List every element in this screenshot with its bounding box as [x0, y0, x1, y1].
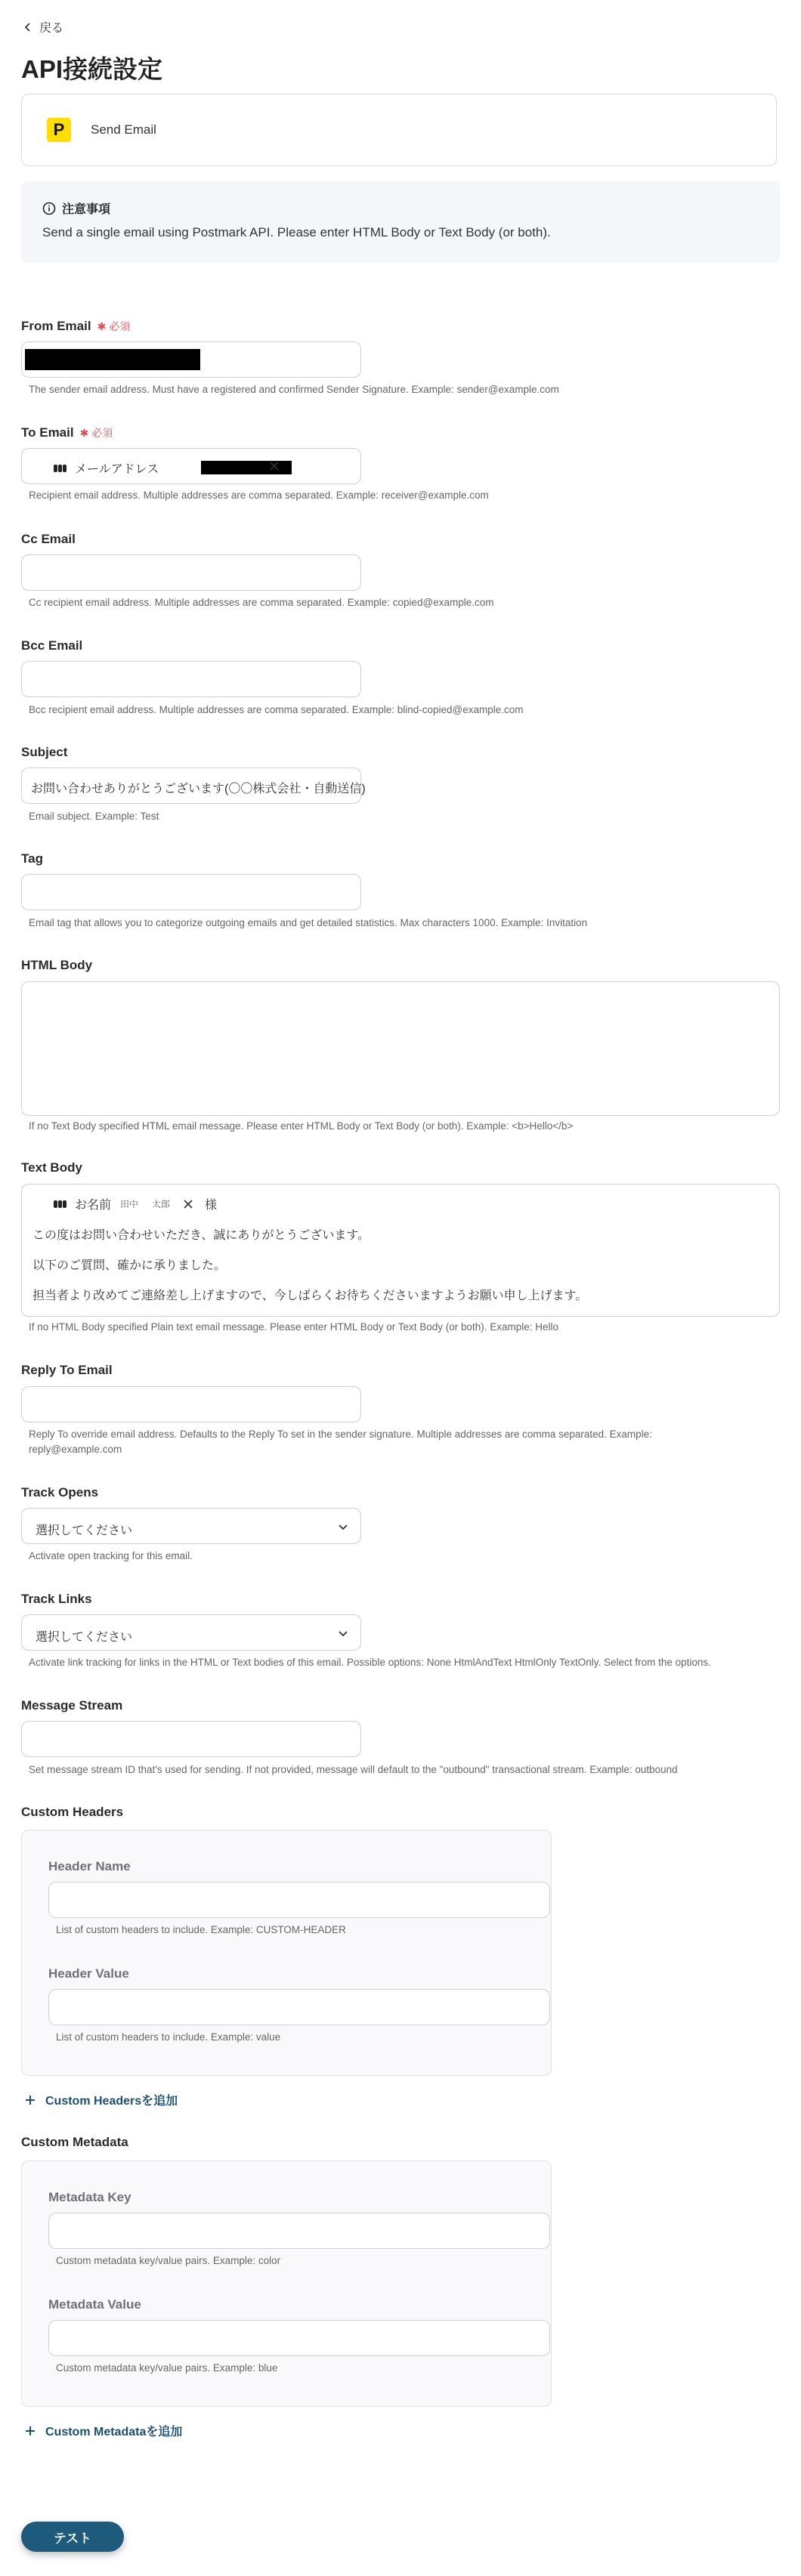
- bcc-email-help: Bcc recipient email address. Multiple addresses are comma separated. Example: blind-copied@example.com: [29, 704, 524, 715]
- header-name-input[interactable]: [48, 1882, 550, 1918]
- metadata-key-label: Metadata Key: [48, 2190, 131, 2204]
- subject-input[interactable]: [21, 768, 366, 804]
- chevron-down-icon: [338, 1524, 348, 1531]
- html-body-help: If no Text Body specified HTML email message. Please enter HTML Body or Text Body (or both). Example: <b>Hello</b>: [29, 1120, 574, 1132]
- variable-chip[interactable]: [52, 1195, 217, 1212]
- reply-to-input[interactable]: [21, 1386, 361, 1422]
- reply-to-help-example: reply@example.com: [29, 1444, 122, 1455]
- close-icon[interactable]: [182, 1198, 194, 1210]
- back-label: 戻る: [39, 22, 64, 35]
- notice-text: Send a single email using Postmark API. Please enter HTML Body or Text Body (or both).: [42, 225, 551, 239]
- close-icon[interactable]: [268, 460, 280, 472]
- info-icon: [42, 202, 56, 215]
- plus-icon: [24, 2425, 36, 2437]
- header-value-help: List of custom headers to include. Example: value: [56, 2031, 281, 2043]
- from-email-label: From Email ✱ 必須: [21, 319, 131, 333]
- header-name-help: List of custom headers to include. Example: CUSTOM-HEADER: [56, 1924, 346, 1935]
- header-name-label: Header Name: [48, 1859, 131, 1873]
- track-links-label: Track Links: [21, 1592, 92, 1606]
- text-body-line: 以下のご質問、確かに承りました。: [32, 1259, 227, 1272]
- track-links-help: Activate link tracking for links in the HTML or Text bodies of this email. Possible options: None HtmlAndText HtmlOnly TextOnly. Select from the options.: [29, 1657, 711, 1668]
- page-title: API接続設定: [21, 55, 163, 83]
- to-email-help: Recipient email address. Multiple addresses are comma separated. Example: receiver@example.com: [29, 490, 489, 501]
- notice-box: [21, 181, 780, 263]
- header-value-input[interactable]: [48, 1989, 550, 2025]
- text-body-line: 担当者より改めてご連絡差し上げますので、今しばらくお待ちくださいますようお願い申し上げます。: [32, 1290, 588, 1302]
- from-email-help: The sender email address. Must have a registered and confirmed Sender Signature. Example: sender@example.com: [29, 384, 559, 395]
- variable-icon: [52, 1199, 69, 1209]
- app-action-name: Send Email: [91, 122, 156, 137]
- subject-label: Subject: [21, 745, 68, 759]
- custom-metadata-label: Custom Metadata: [21, 2135, 128, 2149]
- track-links-select[interactable]: [21, 1614, 361, 1651]
- required-badge: ✱ 必須: [97, 320, 131, 332]
- subject-help: Email subject. Example: Test: [29, 811, 159, 822]
- add-custom-metadata-label: Custom Metadataを追加: [45, 2426, 183, 2439]
- track-opens-help: Activate open tracking for this email.: [29, 1550, 193, 1561]
- text-body-textarea[interactable]: [21, 1184, 780, 1317]
- reply-to-help: Reply To override email address. Defaults to the Reply To set in the sender signature. Multiple addresses are comma separated. Example:: [29, 1429, 652, 1440]
- back-link[interactable]: [23, 18, 63, 36]
- chip-label: メールアドレス: [75, 463, 159, 476]
- chevron-down-icon: [338, 1630, 348, 1638]
- metadata-value-help: Custom metadata key/value pairs. Example: blue: [56, 2362, 278, 2374]
- custom-headers-label: Custom Headers: [21, 1805, 124, 1819]
- bcc-email-label: Bcc Email: [21, 638, 83, 653]
- cc-email-help: Cc recipient email address. Multiple addresses are comma separated. Example: copied@example.com: [29, 597, 494, 608]
- required-badge: ✱ 必須: [79, 427, 113, 439]
- tag-label: Tag: [21, 851, 43, 866]
- header-value-label: Header Value: [48, 1966, 129, 1981]
- html-body-textarea[interactable]: [21, 981, 780, 1116]
- reply-to-label: Reply To Email: [21, 1363, 113, 1377]
- to-email-label: To Email ✱ 必須: [21, 425, 113, 440]
- message-stream-label: Message Stream: [21, 1698, 123, 1713]
- chip-sample-last: 太郎: [152, 1199, 171, 1209]
- text-suffix: 様: [205, 1199, 218, 1212]
- select-value: 選択してください: [36, 1631, 133, 1644]
- tag-input[interactable]: [21, 874, 361, 910]
- html-body-label: HTML Body: [21, 958, 93, 972]
- bcc-email-input[interactable]: [21, 661, 361, 697]
- postmark-logo-icon: P: [47, 118, 71, 142]
- add-custom-headers-button[interactable]: [24, 2091, 178, 2108]
- test-button[interactable]: テスト: [21, 2522, 124, 2552]
- subject-value: お問い合わせありがとうございます(〇〇株式会社・自動送信): [31, 783, 366, 795]
- app-card: [21, 94, 777, 166]
- message-stream-input[interactable]: [21, 1721, 361, 1757]
- metadata-value-input[interactable]: [48, 2320, 550, 2356]
- add-custom-metadata-button[interactable]: [24, 2422, 182, 2439]
- cc-email-input[interactable]: [21, 554, 361, 591]
- to-email-input[interactable]: [21, 448, 361, 484]
- metadata-value-label: Metadata Value: [48, 2297, 141, 2312]
- text-body-line: この度はお問い合わせいただき、誠にありがとうございます。: [32, 1229, 370, 1242]
- track-opens-label: Track Opens: [21, 1485, 99, 1500]
- variable-chip[interactable]: [52, 459, 159, 477]
- metadata-key-help: Custom metadata key/value pairs. Example: color: [56, 2255, 281, 2266]
- variable-icon: [52, 463, 69, 474]
- text-body-help: If no HTML Body specified Plain text email message. Please enter HTML Body or Text Body (or both). Example: Hello: [29, 1321, 559, 1333]
- track-opens-select[interactable]: [21, 1508, 361, 1544]
- tag-help: Email tag that allows you to categorize outgoing emails and get detailed statistics. Max characters 1000. Example: Invitation: [29, 917, 588, 928]
- add-custom-headers-label: Custom Headersを追加: [45, 2095, 178, 2108]
- cc-email-label: Cc Email: [21, 532, 76, 546]
- chip-sample-first: 田中: [120, 1199, 139, 1209]
- chip-label: お名前: [75, 1199, 112, 1212]
- notice-title: 注意事項: [62, 203, 111, 216]
- plus-icon: [24, 2094, 36, 2106]
- chevron-left-icon: [23, 22, 33, 32]
- metadata-key-input[interactable]: [48, 2213, 550, 2249]
- text-body-label: Text Body: [21, 1160, 82, 1175]
- message-stream-help: Set message stream ID that's used for sending. If not provided, message will default to the "outbound" transactional stream. Example: outbound: [29, 1764, 678, 1775]
- redacted-value: [25, 349, 200, 370]
- custom-metadata-group: [21, 2161, 552, 2407]
- select-value: 選択してください: [36, 1524, 133, 1537]
- from-email-input[interactable]: [21, 341, 361, 378]
- custom-headers-group: [21, 1830, 552, 2076]
